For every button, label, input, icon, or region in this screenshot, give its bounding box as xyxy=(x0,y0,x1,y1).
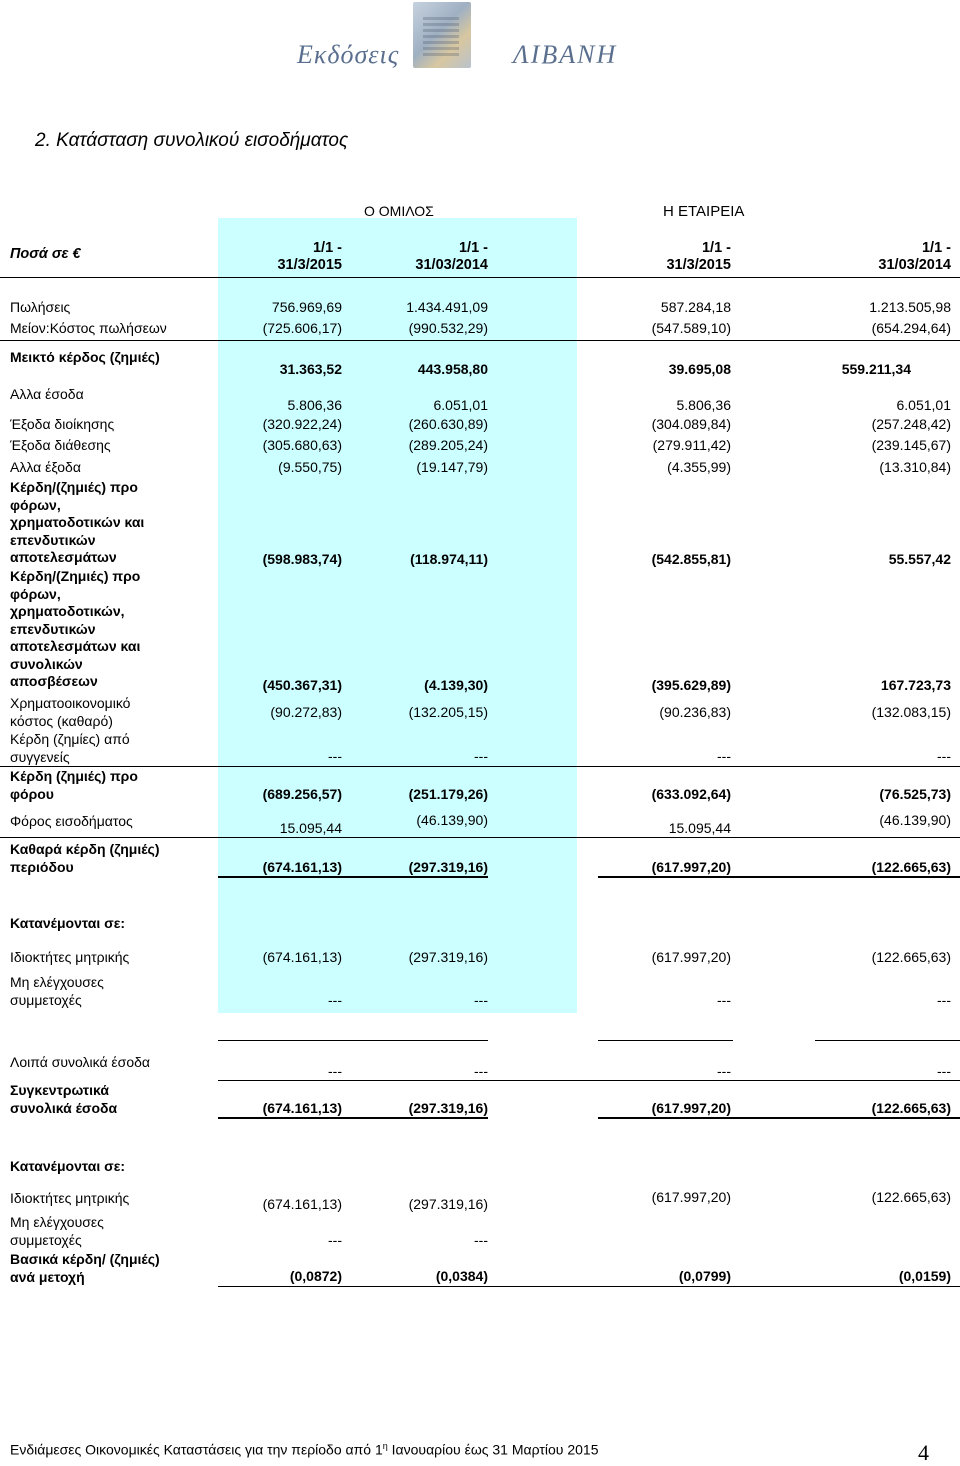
ebit-label-line: επενδυτικών xyxy=(10,531,96,548)
row-other-income-c3: 5.806,36 xyxy=(676,397,731,413)
row-distribution-c3: (279.911,42) xyxy=(652,437,731,453)
row-sales-c1: 756.969,69 xyxy=(271,299,342,315)
row-cost-c2: (990.532,29) xyxy=(408,320,488,336)
col-header-3-line1: 1/1 - xyxy=(701,240,731,256)
total-ci-label xyxy=(10,1082,117,1117)
row-finance-c2: (132.205,15) xyxy=(408,704,488,720)
row-label-income-tax: Φόρος εισοδήματος xyxy=(10,813,133,829)
col-header-4-line1: 1/1 - xyxy=(921,240,951,256)
row-tax-c2: (46.139,90) xyxy=(416,812,488,828)
row-tax-c4: (46.139,90) xyxy=(879,812,951,828)
row-gross-c4: 559.211,34 xyxy=(841,361,911,377)
col-header-4-line2: 31/03/2014 xyxy=(878,257,951,273)
rule-before-other-ci-group xyxy=(218,1040,488,1041)
row-label-other-expenses: Αλλα έξοδα xyxy=(10,459,81,475)
row-sales-c2: 1.434.491,09 xyxy=(406,299,488,315)
row-label-finance-cost xyxy=(10,695,130,730)
ebitda-label-line: χρηματοδοτικών, xyxy=(10,603,125,619)
footer-text-after: Ιανουαρίου έως 31 Μαρτίου 2015 xyxy=(387,1441,599,1458)
total-ci-c4: (122.665,63) xyxy=(871,1100,951,1116)
row-finance-c4: (132.083,15) xyxy=(871,704,951,720)
double-rule-company xyxy=(598,876,960,878)
col-header-1-line2: 31/3/2015 xyxy=(277,257,342,273)
col-header-1-line1: 1/1 - xyxy=(312,240,342,256)
row-cost-c4: (654.294,64) xyxy=(871,320,951,336)
other-ci-label: Λοιπά συνολικά έσοδα xyxy=(10,1054,150,1070)
row-other-expenses-c4: (13.310,84) xyxy=(879,459,951,475)
row-ebitda-c1: (450.367,31) xyxy=(262,677,342,693)
rule-after-associates xyxy=(0,766,960,767)
row-label-other-income: Αλλα έσοδα xyxy=(10,386,84,402)
alloc2-minority-c1: --- xyxy=(328,1232,342,1248)
total-ci-c3: (617.997,20) xyxy=(651,1100,731,1116)
allocation-heading: Κατανέμονται σε: xyxy=(10,915,125,931)
publisher-logo xyxy=(265,0,660,78)
row-net-c2: (297.319,16) xyxy=(408,859,488,875)
rule-before-other-ci-c3 xyxy=(598,1040,733,1041)
eps-c3: (0,0799) xyxy=(678,1268,731,1284)
row-distribution-c1: (305.680,63) xyxy=(262,437,342,453)
total-ci-line: συνολικά έσοδα xyxy=(10,1099,118,1116)
highlight-column xyxy=(218,218,577,1013)
footer-sup: η xyxy=(382,1441,388,1451)
row-pbt-c1: (689.256,57) xyxy=(262,786,342,802)
row-associates-c3: --- xyxy=(717,748,731,764)
row-net-c1: (674.161,13) xyxy=(262,859,342,875)
other-ci-c3: --- xyxy=(717,1063,731,1079)
row-label-net-profit xyxy=(10,841,159,876)
row-label-associates xyxy=(10,731,130,766)
row-associates-c1: --- xyxy=(328,748,342,764)
row-pbt-c3: (633.092,64) xyxy=(651,786,731,802)
alloc2-owners-label: Ιδιοκτήτες μητρικής xyxy=(10,1190,130,1206)
finance-label-line: κόστος (καθαρό) xyxy=(10,712,113,729)
ebitda-label-line: συνολικών xyxy=(10,655,83,672)
eps-c1: (0,0872) xyxy=(289,1268,342,1284)
eps-rule xyxy=(218,1286,960,1287)
row-label-admin-expenses: Έξοδα διοίκησης xyxy=(10,416,115,432)
ebitda-label-line: φόρων, xyxy=(10,585,61,602)
row-admin-c1: (320.922,24) xyxy=(262,416,342,432)
row-cost-c3: (547.589,10) xyxy=(651,320,731,336)
row-finance-c3: (90.236,83) xyxy=(659,704,731,720)
row-other-income-c2: 6.051,01 xyxy=(433,397,488,413)
row-gross-c2: 443.958,80 xyxy=(417,361,488,377)
amounts-label: Ποσά σε € xyxy=(10,246,81,262)
eps-label-line: Βασικά κέρδη/ (ζημιές) xyxy=(10,1251,160,1267)
row-ebit-c3: (542.855,81) xyxy=(651,551,731,567)
alloc2-owners-c4: (122.665,63) xyxy=(871,1189,951,1205)
col-header-2 xyxy=(328,240,488,274)
row-label-sales: Πωλήσεις xyxy=(10,299,71,315)
col-header-2-line1: 1/1 - xyxy=(458,240,488,256)
row-other-expenses-c2: (19.147,79) xyxy=(416,459,488,475)
col-header-2-line2: 31/03/2014 xyxy=(415,257,488,273)
alloc2-minority-c2: --- xyxy=(474,1232,488,1248)
row-sales-c4: 1.213.505,98 xyxy=(869,299,951,315)
row-ebit-c2: (118.974,11) xyxy=(410,551,488,567)
alloc2-minority-line: συμμετοχές xyxy=(10,1231,82,1248)
row-label-distribution-expenses: Έξοδα διάθεσης xyxy=(10,437,111,453)
double-rule-group xyxy=(218,876,488,878)
finance-label-line: Χρηματοοικονομικό xyxy=(10,695,131,711)
alloc2-minority-line: Μη ελέγχουσες xyxy=(10,1214,104,1230)
row-sales-c3: 587.284,18 xyxy=(660,299,731,315)
alloc2-minority-label xyxy=(10,1214,104,1249)
rule-before-other-ci-c4 xyxy=(815,1040,960,1041)
group-header: Ο ΟΜΙΛΟΣ xyxy=(364,203,434,219)
eps-label-line: ανά μετοχή xyxy=(10,1268,85,1285)
alloc1-minority-c4: --- xyxy=(937,992,951,1008)
row-net-c3: (617.997,20) xyxy=(651,859,731,875)
total-ci-rule-group xyxy=(218,1117,488,1119)
row-distribution-c4: (239.145,67) xyxy=(871,437,951,453)
alloc1-owners-c4: (122.665,63) xyxy=(871,949,951,965)
ebitda-label-line: αποτελεσμάτων και xyxy=(10,638,141,654)
rule-after-tax xyxy=(0,837,960,838)
row-other-income-c4: 6.051,01 xyxy=(896,397,951,413)
other-ci-c4: --- xyxy=(937,1063,951,1079)
row-ebitda-c3: (395.629,89) xyxy=(651,677,731,693)
pbt-label-line: Κέρδη (ζημιές) προ xyxy=(10,768,138,784)
logo-text-left: Εκδόσεις xyxy=(297,40,400,69)
logo-image xyxy=(413,2,471,68)
net-label-line: Καθαρά κέρδη (ζημιές) xyxy=(10,841,160,857)
alloc1-minority-line: συμμετοχές xyxy=(10,991,82,1008)
ebitda-label-line: επενδυτικών xyxy=(10,620,96,637)
row-other-expenses-c3: (4.355,99) xyxy=(667,459,731,475)
eps-label xyxy=(10,1251,160,1286)
total-ci-line: Συγκεντρωτικά xyxy=(10,1082,110,1098)
ebitda-label-line: Κέρδη/(Ζημιές) προ xyxy=(10,568,141,584)
row-admin-c4: (257.248,42) xyxy=(871,416,951,432)
alloc1-minority-c2: --- xyxy=(474,992,488,1008)
company-header: Η ΕΤΑΙΡΕΙΑ xyxy=(663,203,745,220)
alloc1-owners-c3: (617.997,20) xyxy=(651,949,731,965)
row-net-c4: (122.665,63) xyxy=(871,859,951,875)
row-pbt-c2: (251.179,26) xyxy=(408,786,488,802)
row-other-expenses-c1: (9.550,75) xyxy=(278,459,342,475)
associates-label-line: συγγενείς xyxy=(10,748,70,765)
header-rule xyxy=(0,277,960,278)
ebit-label-line: Κέρδη/(ζημιές) προ xyxy=(10,479,138,495)
alloc1-owners-c2: (297.319,16) xyxy=(408,949,488,965)
row-tax-c1: 15.095,44 xyxy=(279,820,342,836)
alloc1-owners-label: Ιδιοκτήτες μητρικής xyxy=(10,949,130,965)
col-header-4 xyxy=(791,240,951,274)
rule-after-other-ci xyxy=(218,1080,960,1081)
row-label-pbt xyxy=(10,768,138,803)
total-ci-rule-company xyxy=(598,1117,960,1119)
row-finance-c1: (90.272,83) xyxy=(270,704,342,720)
associates-label-line: Κέρδη (ζημίες) από xyxy=(10,731,130,747)
col-header-3 xyxy=(571,240,731,274)
row-pbt-c4: (76.525,73) xyxy=(879,786,951,802)
other-ci-c2: --- xyxy=(474,1063,488,1079)
row-ebit-c1: (598.983,74) xyxy=(262,551,342,567)
row-tax-c3: 15.095,44 xyxy=(668,820,731,836)
ebit-label-line: φόρων, xyxy=(10,496,61,513)
row-ebitda-c2: (4.139,30) xyxy=(424,677,488,693)
row-distribution-c2: (289.205,24) xyxy=(408,437,488,453)
row-cost-c1: (725.606,17) xyxy=(262,320,342,336)
row-associates-c4: --- xyxy=(937,748,951,764)
alloc1-minority-c1: --- xyxy=(328,992,342,1008)
row-label-ebitda xyxy=(10,568,140,691)
alloc1-minority-line: Μη ελέγχουσες xyxy=(10,974,104,990)
eps-c4: (0,0159) xyxy=(898,1268,951,1284)
row-gross-c3: 39.695,08 xyxy=(668,361,731,377)
ebitda-label-line: αποσβέσεων xyxy=(10,673,98,689)
row-associates-c2: --- xyxy=(474,748,488,764)
row-admin-c3: (304.089,84) xyxy=(651,416,731,432)
rule-after-cost xyxy=(0,340,960,341)
alloc1-minority-c3: --- xyxy=(717,992,731,1008)
alloc2-owners-c2: (297.319,16) xyxy=(408,1196,488,1212)
allocation2-heading: Κατανέμονται σε: xyxy=(10,1158,125,1174)
row-admin-c2: (260.630,89) xyxy=(408,416,488,432)
row-label-cost-of-sales: Μείον:Κόστος πωλήσεων xyxy=(10,320,167,336)
alloc1-owners-c1: (674.161,13) xyxy=(262,949,342,965)
ebit-label-line: αποτελεσμάτων xyxy=(10,549,117,565)
alloc1-minority-label xyxy=(10,974,104,1009)
col-header-1 xyxy=(182,240,342,274)
other-ci-c1: --- xyxy=(328,1063,342,1079)
total-ci-c2: (297.319,16) xyxy=(408,1100,488,1116)
page-number: 4 xyxy=(918,1440,929,1465)
alloc2-owners-c1: (674.161,13) xyxy=(262,1196,342,1212)
eps-c2: (0,0384) xyxy=(435,1268,488,1284)
footer-text xyxy=(10,1441,599,1458)
pbt-label-line: φόρου xyxy=(10,785,54,802)
col-header-3-line2: 31/3/2015 xyxy=(666,257,731,273)
alloc2-owners-c3: (617.997,20) xyxy=(651,1189,731,1205)
row-label-gross-profit: Μεικτό κέρδος (ζημιές) xyxy=(10,349,160,365)
net-label-line: περιόδου xyxy=(10,858,74,875)
row-other-income-c1: 5.806,36 xyxy=(287,397,342,413)
row-ebitda-c4: 167.723,73 xyxy=(880,677,951,693)
page-title: 2. Κατάσταση συνολικού εισοδήματος xyxy=(35,130,349,151)
row-label-ebit xyxy=(10,479,144,567)
total-ci-c1: (674.161,13) xyxy=(262,1100,342,1116)
ebit-label-line: χρηματοδοτικών και xyxy=(10,514,145,530)
footer-text-before: Ενδιάμεσες Οικονομικές Καταστάσεις για την περίοδο από 1 xyxy=(10,1441,383,1458)
logo-text-right: ΛΙΒΑΝΗ xyxy=(513,40,618,69)
row-gross-c1: 31.363,52 xyxy=(279,361,342,377)
row-ebit-c4: 55.557,42 xyxy=(888,551,951,567)
